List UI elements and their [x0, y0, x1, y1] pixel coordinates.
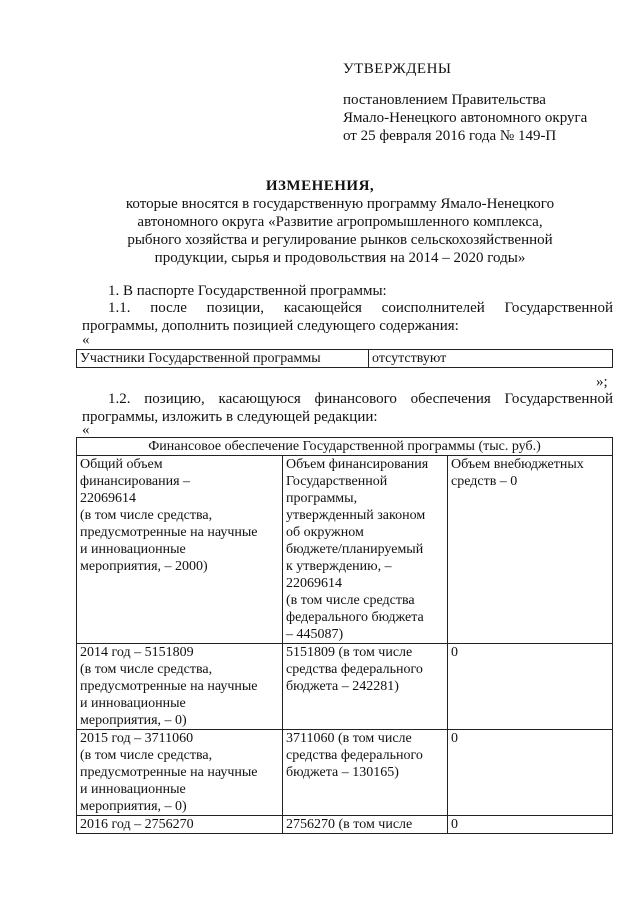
approved-by-line: от 25 февраля 2016 года № 149-П: [343, 128, 557, 144]
program-budget-cell: [283, 456, 448, 644]
participants-label: Участники Государственной программы: [77, 350, 369, 368]
open-quote: «: [82, 422, 90, 438]
item-1-1: [82, 299, 613, 335]
approved-by-block: [343, 91, 587, 145]
cell-line: мероприятия, – 2000): [80, 559, 208, 574]
cell-line: Объем внебюджетных: [451, 457, 584, 472]
subtitle-line: продукции, сырья и продовольствия на 2014 – 2020 годы»: [154, 250, 526, 266]
year-2016-cell: [77, 816, 283, 834]
cell-line: 3711060 (в том числе: [286, 731, 412, 746]
cell-line: и инновационные: [80, 696, 186, 711]
cell-line: финансирования –: [80, 474, 191, 489]
close-quote: »;: [596, 374, 608, 390]
document-subtitle: [90, 195, 590, 267]
budget-2016-cell: [283, 816, 448, 834]
cell-line: (в том числе средства,: [80, 508, 213, 523]
cell-line: 5151809 (в том числе: [286, 645, 413, 660]
cell-line: к утверждению, –: [286, 559, 392, 574]
table-header-row: [77, 438, 613, 456]
extra-2014-cell: [448, 644, 613, 730]
cell-line: Общий объем: [80, 457, 163, 472]
financing-table: [76, 437, 613, 834]
cell-line: 0: [451, 817, 458, 832]
cell-line: бюджете/планируемый: [286, 542, 424, 557]
cell-line: предусмотренные на научные: [80, 679, 258, 694]
cell-line: федерального бюджета: [286, 610, 424, 625]
cell-line: предусмотренные на научные: [80, 765, 258, 780]
cell-line: – 445087): [286, 627, 344, 642]
subtitle-line: которые вносятся в государственную программу Ямало-Ненецкого: [125, 196, 555, 212]
subtitle-line: автономного округа «Развитие агропромышленного комплекса,: [137, 214, 543, 230]
cell-line: программы,: [286, 491, 358, 506]
cell-line: бюджета – 242281): [286, 679, 399, 694]
cell-line: 2014 год – 5151809: [80, 645, 194, 660]
cell-line: средства федерального: [286, 748, 423, 763]
cell-line: 2015 год – 3711060: [80, 731, 194, 746]
document-title: ИЗМЕНЕНИЯ,: [265, 178, 375, 194]
cell-line: и инновационные: [80, 782, 186, 797]
approved-heading: УТВЕРЖДЕНЫ: [343, 61, 452, 77]
extrabudgetary-cell: [448, 456, 613, 644]
cell-line: 0: [451, 645, 458, 660]
cell-line: 22069614: [80, 491, 136, 506]
cell-line: Государственной: [286, 474, 388, 489]
total-cell: [77, 456, 283, 644]
cell-line: бюджета – 130165): [286, 765, 399, 780]
cell-line: предусмотренные на научные: [80, 525, 258, 540]
cell-line: и инновационные: [80, 542, 186, 557]
item-1-1-line2: программы, дополнить позицией следующего содержания:: [82, 318, 459, 334]
cell-line: (в том числе средства,: [80, 662, 213, 677]
table-row: [77, 350, 613, 368]
subtitle-line: рыбного хозяйства и регулирование рынков сельскохозяйственной: [127, 232, 553, 248]
cell-line: мероприятия, – 0): [80, 713, 187, 728]
section-1-heading: [82, 282, 613, 300]
cell-line: средств – 0: [451, 474, 518, 489]
participants-table: [76, 349, 613, 368]
year-2015-cell: [77, 730, 283, 816]
cell-line: утвержденный законом: [286, 508, 426, 523]
item-1-2: [82, 390, 613, 426]
cell-line: (в том числе средства: [286, 593, 415, 608]
budget-2015-cell: [283, 730, 448, 816]
table-row: [77, 730, 613, 816]
cell-line: 22069614: [286, 576, 342, 591]
table-row: [77, 816, 613, 834]
participants-value: отсутствуют: [369, 350, 613, 368]
extra-2016-cell: [448, 816, 613, 834]
cell-line: Объем финансирования: [286, 457, 429, 472]
cell-line: 2016 год – 2756270: [80, 817, 194, 832]
table-row: [77, 644, 613, 730]
financing-header: Финансовое обеспечение Государственной программы (тыс. руб.): [77, 438, 613, 456]
open-quote: «: [82, 332, 90, 348]
item-1-1-line1: 1.1. после позиции, касающейся соисполнителей Государственной: [108, 300, 613, 316]
item-1-2-line1: 1.2. позицию, касающуюся финансового обеспечения Государственной: [108, 391, 613, 407]
extra-2015-cell: [448, 730, 613, 816]
approved-by-line: постановлением Правительства: [343, 92, 546, 108]
table-row: [77, 456, 613, 644]
cell-line: мероприятия, – 0): [80, 799, 187, 814]
cell-line: (в том числе средства,: [80, 748, 213, 763]
cell-line: средства федерального: [286, 662, 423, 677]
item-1-2-line2: программы, изложить в следующей редакции:: [82, 409, 378, 425]
cell-line: 2756270 (в том числе: [286, 817, 413, 832]
budget-2014-cell: [283, 644, 448, 730]
approved-by-line: Ямало-Ненецкого автономного округа: [343, 110, 588, 126]
year-2014-cell: [77, 644, 283, 730]
cell-line: об окружном: [286, 525, 364, 540]
section-1-text: 1. В паспорте Государственной программы:: [108, 283, 387, 299]
cell-line: 0: [451, 731, 458, 746]
